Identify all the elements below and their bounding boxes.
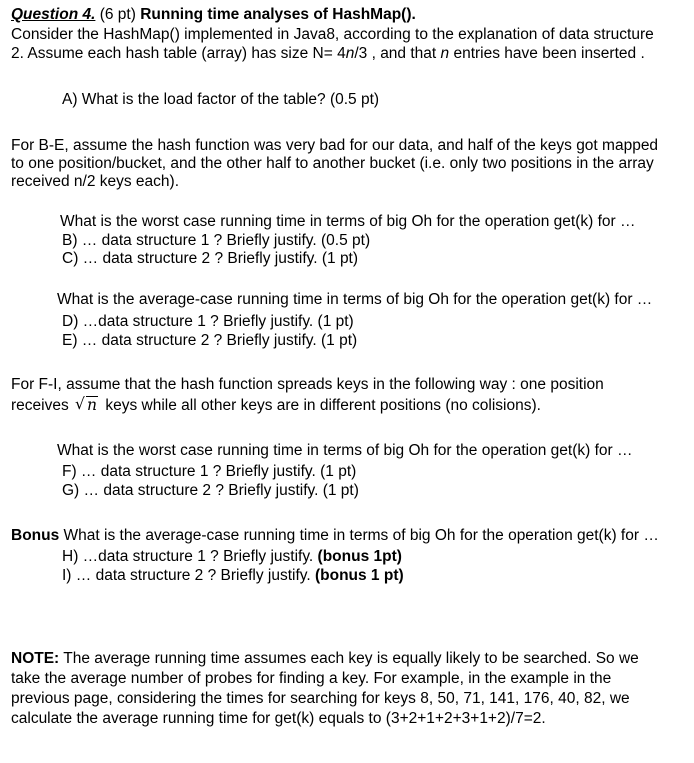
part-b: B) … data structure 1 ? Briefly justify. (0.5 pt)	[62, 232, 371, 249]
part-g: G) … data structure 2 ? Briefly justify. (1 pt)	[62, 482, 359, 499]
worst-case-prompt-fg: What is the worst case running time in terms of big Oh for the operation get(k) for …	[57, 442, 633, 459]
question-number: Question 4.	[11, 6, 96, 23]
worst-case-prompt-bc: What is the worst case running time in terms of big Oh for the operation get(k) for …	[60, 213, 636, 230]
part-e: E) … data structure 2 ? Briefly justify. (1 pt)	[62, 332, 358, 349]
note-line-1: NOTE: The average running time assumes each key is equally likely to be searched. So we	[11, 650, 639, 667]
fi-intro-line-1: For F-I, assume that the hash function spreads keys in the following way : one position	[11, 376, 604, 393]
part-f: F) … data structure 1 ? Briefly justify. (1 pt)	[62, 463, 357, 480]
note-line-3: previous page, considering the times for searching for keys 8, 50, 71, 141, 176, 40, 82, we	[11, 690, 630, 707]
part-h: H) …data structure 1 ? Briefly justify. (bonus 1pt)	[62, 548, 402, 565]
be-intro-line-3: received n/2 keys each).	[11, 173, 180, 190]
average-case-prompt-de: What is the average-case running time in terms of big Oh for the operation get(k) for …	[57, 291, 653, 308]
part-h-points: (bonus 1pt)	[317, 548, 402, 565]
sqrt-n-symbol: √ n	[75, 395, 98, 414]
question-header	[11, 5, 416, 24]
question-points: (6 pt)	[95, 6, 141, 23]
question-title: Running time analyses of HashMap().	[140, 6, 416, 23]
bonus-label: Bonus	[11, 527, 60, 544]
be-intro-line-1: For B-E, assume the hash function was very bad for our data, and half of the keys got mapped	[11, 137, 659, 154]
bonus-prompt: Bonus What is the average-case running time in terms of big Oh for the operation get(k) for …	[11, 527, 659, 544]
fi-intro-line-2: receives √ n keys while all other keys are in different positions (no colisions).	[11, 395, 541, 414]
intro-line-2: 2. Assume each hash table (array) has size N= 4n/3 , and that n entries have been inserted .	[11, 45, 645, 62]
part-a: A) What is the load factor of the table? (0.5 pt)	[62, 91, 380, 108]
part-d: D) …data structure 1 ? Briefly justify. (1 pt)	[62, 313, 354, 330]
be-intro-line-2: to one position/bucket, and the other half to another bucket (i.e. only two positions in the array	[11, 155, 654, 172]
note-line-2: take the average number of probes for finding a key. For example, in the example in the	[11, 670, 612, 687]
part-i: I) … data structure 2 ? Briefly justify. (bonus 1 pt)	[62, 567, 404, 584]
intro-line-1: Consider the HashMap() implemented in Java8, according to the explanation of data structure	[11, 26, 654, 43]
note-line-4: calculate the average running time for get(k) equals to (3+2+1+2+3+1+2)/7=2.	[11, 710, 546, 727]
part-i-points: (bonus 1 pt)	[314, 567, 404, 584]
note-label: NOTE:	[11, 650, 60, 667]
part-c: C) … data structure 2 ? Briefly justify. (1 pt)	[62, 250, 359, 267]
